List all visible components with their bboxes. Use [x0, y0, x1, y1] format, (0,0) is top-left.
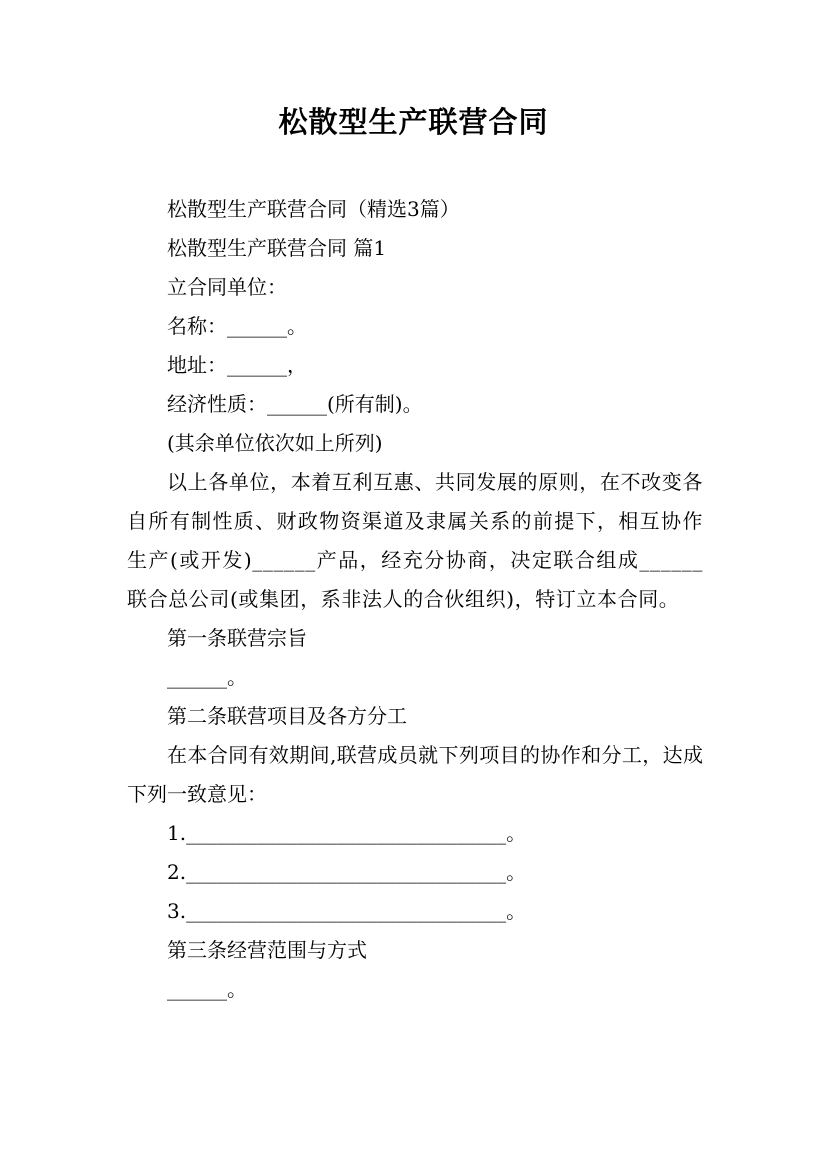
paragraph-article-3-heading: 第三条经营范围与方式	[167, 938, 367, 962]
paragraph-item-3: 3.________________________________。	[167, 899, 527, 923]
document-title: 松散型生产联营合同	[278, 105, 549, 139]
paragraph-other-parties-note: (其余单位依次如上所列)	[167, 431, 383, 455]
paragraph-item-1: 1.________________________________。	[167, 821, 527, 845]
paragraph-section-heading: 松散型生产联营合同 篇1	[167, 236, 387, 260]
paragraph-collection-title: 松散型生产联营合同（精选3篇）	[167, 197, 460, 221]
paragraph-parties-label: 立合同单位：	[167, 275, 287, 299]
paragraph-article-2-heading: 第二条联营项目及各方分工	[167, 704, 407, 728]
paragraph-article-2-intro: 在本合同有效期间,联营成员就下列项目的协作和分工，达成下列一致意见：	[127, 743, 703, 806]
paragraph-article-3-blank: ______。	[167, 977, 247, 1001]
document-body	[127, 190, 703, 1009]
paragraph-item-2: 2.________________________________。	[167, 860, 527, 884]
paragraph-preamble: 以上各单位，本着互利互惠、共同发展的原则，在不改变各自所有制性质、财政物资渠道及隶属关系的前提下，相互协作生产(或开发)______产品，经充分协商，决定联合组成______联合总公司(或集团，系非法人的合伙组织)，特订立本合同。	[127, 470, 703, 611]
paragraph-name-field: 名称：______。	[167, 314, 307, 338]
paragraph-economic-nature-field: 经济性质：______(所有制)。	[167, 392, 423, 416]
paragraph-article-1-blank: ______。	[167, 665, 247, 689]
paragraph-address-field: 地址：______，	[167, 353, 307, 377]
paragraph-article-1-heading: 第一条联营宗旨	[167, 626, 307, 650]
